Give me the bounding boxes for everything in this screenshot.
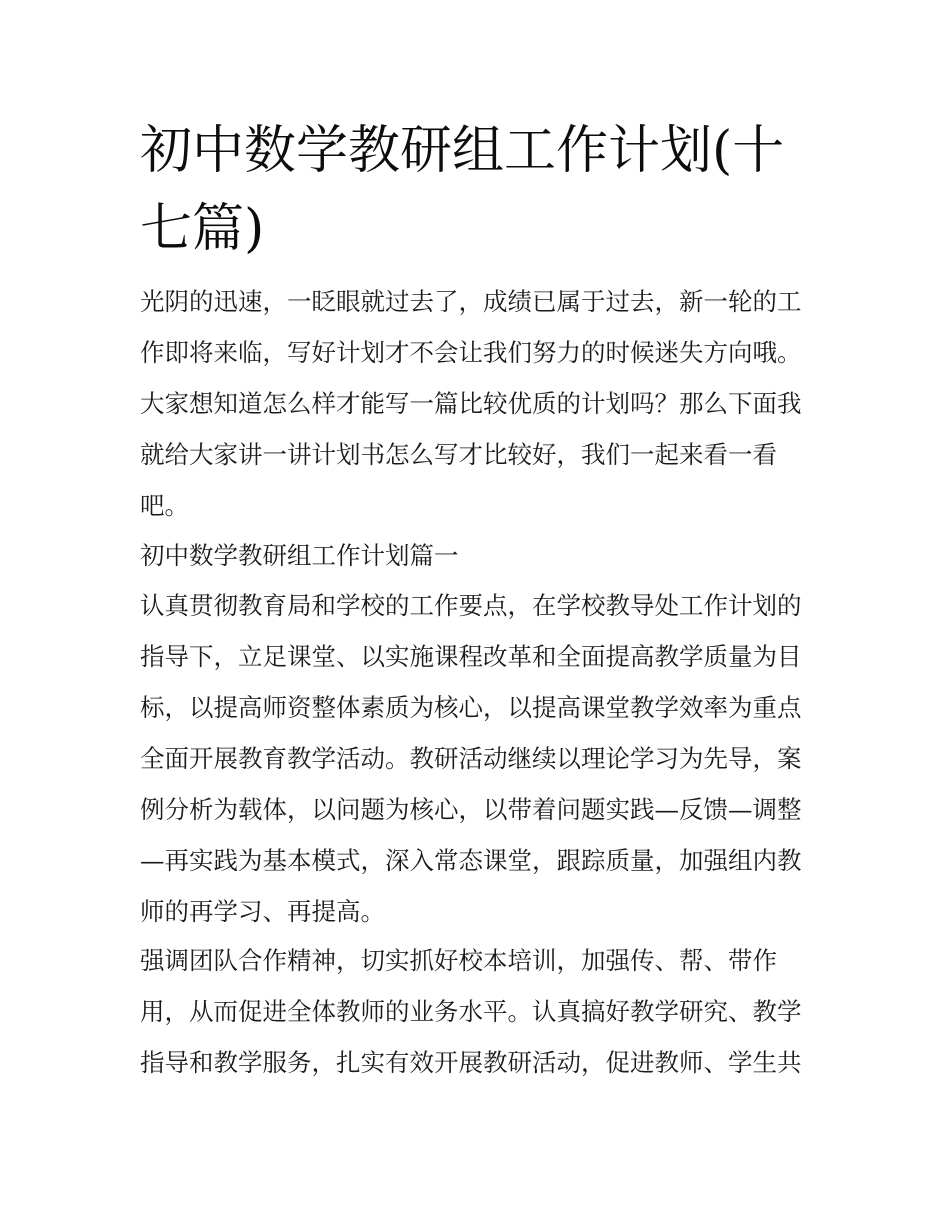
body-paragraph: 强调团队合作精神，切实抓好校本培训，加强传、帮、带作用，从而促进全体教师的业务水平。认真搞好教学研究、教学指导和教学服务，扎实有效开展教研活动，促进教师、学生共 [140,946,802,1077]
document-title: 初中数学教研组工作计划(十七篇) [140,121,785,259]
intro-paragraph: 光阴的迅速，一眨眼就过去了，成绩已属于过去，新一轮的工作即将来临，写好计划才不会让我们努力的时候迷失方向哦。大家想知道怎么样才能写一篇比较优质的计划吗？那么下面我就给大家讲一讲计划书怎么写才比较好，我们一起来看一看吧。 [140,287,802,520]
section-heading: 初中数学教研组工作计划篇一 [140,541,459,570]
body-paragraph: 认真贯彻教育局和学校的工作要点，在学校教导处工作计划的指导下，立足课堂、以实施课程改革和全面提高教学质量为目标，以提高师资整体素质为核心，以提高课堂教学效率为重点全面开展教育教学活动。教研活动继续以理论学习为先导，案例分析为载体，以问题为核心，以带着问题实践—反馈—调整—再实践为基本模式，深入常态课堂，跟踪质量，加强组内教师的再学习、再提高。 [140,591,802,926]
